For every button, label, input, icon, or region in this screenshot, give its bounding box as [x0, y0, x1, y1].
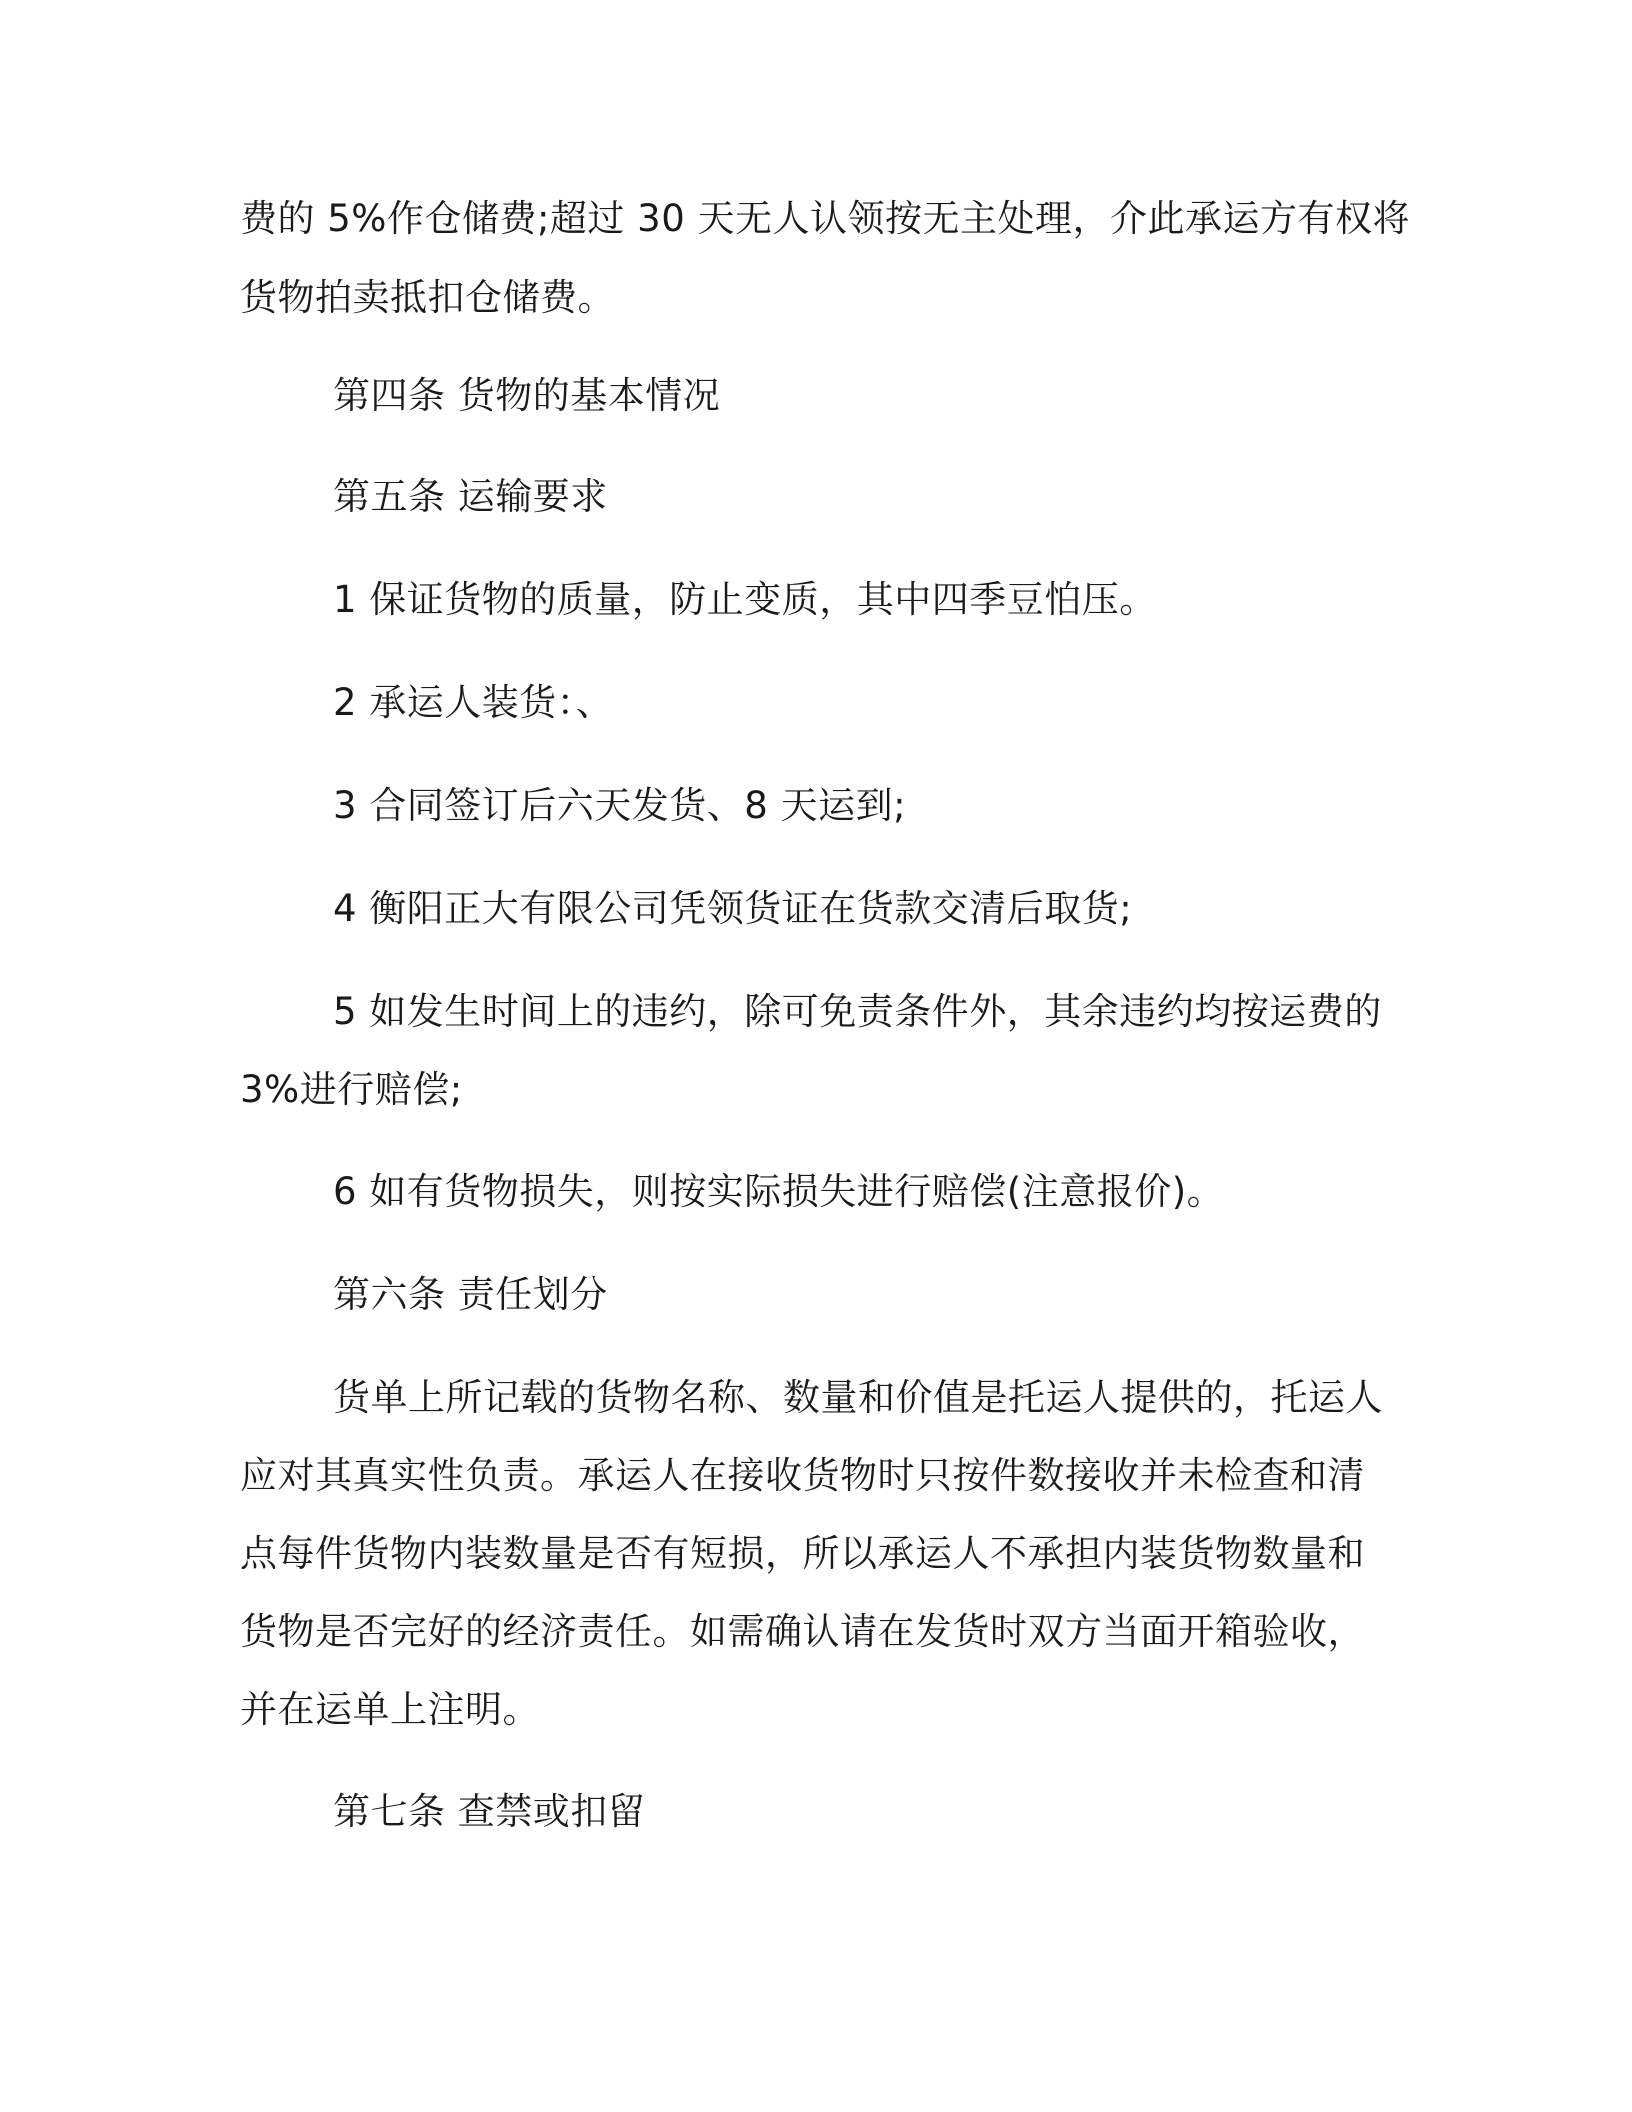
paragraph-line: 点每件货物内装数量是否有短损，所以承运人不承担内装货物数量和	[240, 1532, 1365, 1575]
paragraph-line: 3%进行赔偿;	[240, 1068, 463, 1111]
requirement-item-3: 3 合同签订后六天发货、8 天运到;	[333, 784, 907, 827]
article-4-heading: 第四条 货物的基本情况	[333, 374, 721, 417]
article-6-heading: 第六条 责任划分	[333, 1273, 608, 1316]
paragraph-line: 货单上所记载的货物名称、数量和价值是托运人提供的，托运人	[333, 1376, 1383, 1419]
requirement-item-2: 2 承运人装货：、	[333, 681, 614, 724]
requirement-item-4: 4 衡阳正大有限公司凭领货证在货款交清后取货;	[333, 887, 1133, 930]
requirement-item-1: 1 保证货物的质量，防止变质，其中四季豆怕压。	[333, 578, 1157, 621]
paragraph-line: 货物是否完好的经济责任。如需确认请在发货时双方当面开箱验收，	[240, 1610, 1365, 1653]
paragraph-line: 货物拍卖抵扣仓储费。	[240, 276, 615, 319]
article-7-heading: 第七条 查禁或扣留	[333, 1790, 646, 1833]
requirement-item-6: 6 如有货物损失，则按实际损失进行赔偿(注意报价)。	[333, 1170, 1225, 1213]
paragraph-line: 应对其真实性负责。承运人在接收货物时只按件数接收并未检查和清	[240, 1454, 1365, 1497]
paragraph-line: 5 如发生时间上的违约，除可免责条件外，其余违约均按运费的	[333, 990, 1382, 1033]
paragraph-line: 并在运单上注明。	[240, 1688, 540, 1731]
article-5-heading: 第五条 运输要求	[333, 475, 608, 518]
paragraph-line: 费的 5%作仓储费;超过 30 天无人认领按无主处理，介此承运方有权将	[240, 197, 1411, 240]
